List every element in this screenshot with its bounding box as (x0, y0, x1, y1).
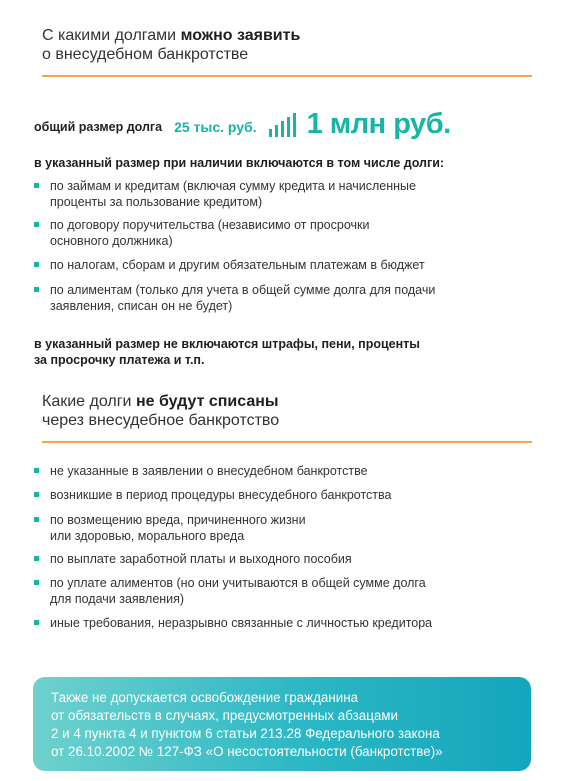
section-heading-debts (42, 26, 300, 64)
divider (42, 441, 532, 443)
list-item: по возмещению вреда, причиненного жизни или здоровью, морального вреда (34, 512, 306, 544)
debt-max: 1 млн руб. (306, 107, 451, 140)
list-item: по налогам, сборам и другим обязательным платежам в бюджет (34, 257, 425, 273)
heading-line2: о внесудебном банкротстве (42, 46, 249, 63)
include-note: в указанный размер при наличии включаются в том числе долги: (34, 156, 445, 170)
debt-min: 25 тыс. руб. (174, 119, 257, 135)
heading-text: С какими долгами (42, 27, 181, 44)
list-item: не указанные в заявлении о внесудебном банкротстве (34, 463, 368, 479)
heading-text: Какие долги (42, 393, 136, 410)
list-item: по займам и кредитам (включая сумму кредита и начисленные проценты за пользование кредитом) (34, 178, 416, 210)
heading-bold-text: не будут списаны (135, 393, 279, 410)
list-item: возникшие в период процедуры внесудебного банкротства (34, 487, 391, 503)
growth-bars-icon (269, 113, 299, 137)
heading-bold-text: можно заявить (180, 27, 301, 44)
list-item: иные требования, неразрывно связанные с личностью кредитора (34, 615, 432, 631)
divider (42, 75, 532, 77)
exclude-note: в указанный размер не включаются штрафы, пени, проценты за просрочку платежа и т.п. (34, 337, 420, 367)
callout-text: Также не допускается освобождение гражданина от обязательств в случаях, предусмотренных абзацами 2 и 4 пункта 4 и пунктом 6 статьи 213.28 Федерального закона от 26.10.2002 № 127-ФЗ «О несостоятельности (банкротстве)» (51, 690, 443, 759)
list-item: по договору поручительства (независимо от просрочки основного должника) (34, 217, 369, 249)
section-heading-not-written-off (42, 392, 279, 430)
debt-range (34, 104, 451, 144)
heading-line2: через внесудебное банкротство (42, 412, 280, 429)
list-item: по уплате алиментов (но они учитываются в общей сумме долга для подачи заявления) (34, 575, 426, 607)
debt-label: общий размер долга (34, 120, 163, 134)
info-callout (33, 677, 531, 771)
list-item: по выплате заработной платы и выходного пособия (34, 551, 352, 567)
list-item: по алиментам (только для учета в общей сумме долга для подачи заявления, списан он не будет) (34, 282, 435, 314)
